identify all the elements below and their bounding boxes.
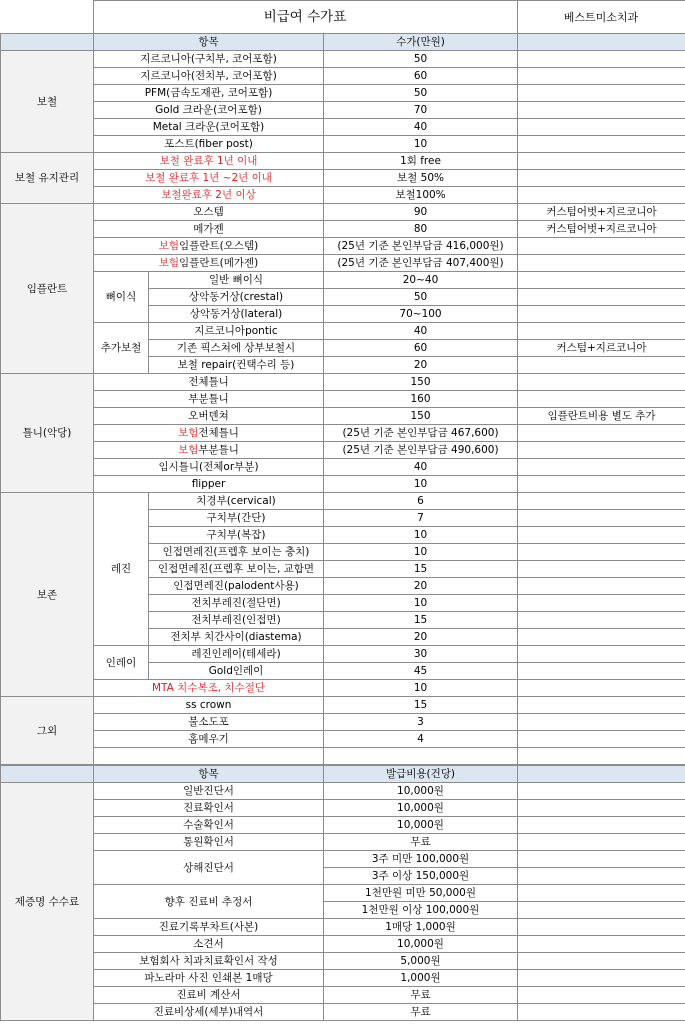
category-etc: 그외	[1, 697, 94, 765]
table-row	[1, 936, 685, 953]
row-note	[518, 902, 685, 919]
header-cat	[1, 766, 94, 783]
table-row	[1, 800, 685, 817]
row-item: 지르코니아(구치부, 코어포함)	[94, 51, 324, 68]
table-row	[1, 817, 685, 834]
row-price: (25년 기준 본인부담금 467,600)	[324, 425, 518, 442]
table-row	[1, 51, 685, 68]
row-note	[518, 783, 685, 800]
row-price: 70	[324, 102, 518, 119]
row-price: 10	[324, 476, 518, 493]
row-item-text: 전체틀니	[198, 427, 239, 439]
row-note: 커스텀어벗+지르코니아	[518, 204, 685, 221]
row-item: 기존 픽스쳐에 상부보철시	[149, 340, 324, 357]
row-price: 5,000원	[324, 953, 518, 970]
row-note	[518, 885, 685, 902]
row-item	[94, 442, 324, 459]
row-note	[518, 936, 685, 953]
row-price: 10,000원	[324, 936, 518, 953]
row-item: 일반진단서	[94, 783, 324, 800]
row-note	[518, 51, 685, 68]
row-note	[518, 102, 685, 119]
row-price: 무료	[324, 834, 518, 851]
row-note	[518, 425, 685, 442]
row-item: 전치부 치간사이(diastema)	[149, 629, 324, 646]
row-item: 포스트(fiber post)	[94, 136, 324, 153]
row-price: 1천만원 이상 100,000원	[324, 902, 518, 919]
table-row	[1, 646, 685, 663]
row-note	[518, 663, 685, 680]
row-note	[518, 919, 685, 936]
row-item: 인접면레진(프렙후 보이는, 교합면	[149, 561, 324, 578]
row-item: 지르코니아(전치부, 코어포함)	[94, 68, 324, 85]
row-price: 3주 미만 100,000원	[324, 851, 518, 868]
row-item: 상악동거상(lateral)	[149, 306, 324, 323]
table-row	[1, 272, 685, 289]
table-header	[1, 34, 685, 51]
row-price: 60	[324, 68, 518, 85]
row-note	[518, 748, 685, 765]
table-row	[1, 68, 685, 85]
row-price: 20~40	[324, 272, 518, 289]
row-note	[518, 817, 685, 834]
row-price: 150	[324, 374, 518, 391]
category-certificates: 제증명 수수료	[1, 783, 94, 1021]
insurance-label: 보험	[158, 257, 180, 269]
table-row	[1, 476, 685, 493]
row-item: 진료비상세(세부)내역서	[94, 1004, 324, 1021]
row-price: 10,000원	[324, 783, 518, 800]
row-item: 일반 뼈이식	[149, 272, 324, 289]
row-price: 15	[324, 612, 518, 629]
row-item: 전치부레진(인접면)	[149, 612, 324, 629]
row-note	[518, 459, 685, 476]
subcategory-additional: 추가보철	[94, 323, 149, 374]
row-item	[94, 748, 324, 765]
row-note	[518, 714, 685, 731]
insurance-label: 보험	[158, 240, 180, 252]
row-note	[518, 391, 685, 408]
category-bochul: 보철	[1, 51, 94, 153]
table-row	[1, 170, 685, 187]
row-price: 10	[324, 527, 518, 544]
price-table	[0, 33, 685, 765]
row-price: 20	[324, 578, 518, 595]
row-item	[94, 255, 324, 272]
subcategory-resin: 레진	[94, 493, 149, 646]
table-row	[1, 748, 685, 765]
table-row	[1, 970, 685, 987]
row-price: (25년 기준 본인부담금 416,000원)	[324, 238, 518, 255]
row-note: 커스텀어벗+지르코니아	[518, 221, 685, 238]
row-note	[518, 119, 685, 136]
table-row	[1, 714, 685, 731]
row-note	[518, 306, 685, 323]
table-row	[1, 408, 685, 425]
row-item-text: 임플란트(메가젠)	[179, 257, 259, 269]
row-note	[518, 834, 685, 851]
row-price: (25년 기준 본인부담금 490,600)	[324, 442, 518, 459]
row-price: 50	[324, 289, 518, 306]
row-price: 3	[324, 714, 518, 731]
row-item: 홈메우기	[94, 731, 324, 748]
row-item: 상악동거상(crestal)	[149, 289, 324, 306]
page-title: 비급여 수가표	[93, 1, 517, 35]
row-item: Gold인레이	[149, 663, 324, 680]
insurance-label: 보험	[178, 427, 199, 439]
row-note	[518, 953, 685, 970]
row-item: flipper	[94, 476, 324, 493]
row-price: 40	[324, 323, 518, 340]
title-bar	[0, 0, 685, 35]
row-item: 구치부(간단)	[149, 510, 324, 527]
row-note	[518, 646, 685, 663]
category-denture: 틀니(악당)	[1, 374, 94, 493]
table-row	[1, 1004, 685, 1021]
row-item: 파노라마 사진 인쇄본 1매당	[94, 970, 324, 987]
row-item: 오스템	[94, 204, 324, 221]
table-row	[1, 953, 685, 970]
row-note	[518, 987, 685, 1004]
table-row	[1, 425, 685, 442]
row-price: 3주 이상 150,000원	[324, 868, 518, 885]
row-price: 10	[324, 680, 518, 697]
table-row	[1, 238, 685, 255]
table-row	[1, 442, 685, 459]
table-row	[1, 102, 685, 119]
row-price: 보철100%	[324, 187, 518, 204]
row-note	[518, 170, 685, 187]
row-note	[518, 255, 685, 272]
row-item: Gold 크라운(코어포함)	[94, 102, 324, 119]
row-price	[324, 748, 518, 765]
table-row	[1, 85, 685, 102]
row-price: 10	[324, 544, 518, 561]
row-note	[518, 1004, 685, 1021]
row-price: 1매당 1,000원	[324, 919, 518, 936]
category-implant: 임플란트	[1, 204, 94, 374]
table-row	[1, 885, 685, 902]
row-note	[518, 851, 685, 868]
row-price: 40	[324, 119, 518, 136]
row-item: 인접면레진(palodent사용)	[149, 578, 324, 595]
header-note	[518, 34, 685, 51]
row-item: MTA 치수복조, 치수절단	[94, 680, 324, 697]
row-price: 60	[324, 340, 518, 357]
subcategory-bone: 뼈이식	[94, 272, 149, 323]
row-price: 4	[324, 731, 518, 748]
row-item: 보철완료후 2년 이상	[94, 187, 324, 204]
row-note	[518, 612, 685, 629]
table-row	[1, 834, 685, 851]
row-note	[518, 374, 685, 391]
table-row	[1, 323, 685, 340]
table-row	[1, 697, 685, 714]
row-note	[518, 800, 685, 817]
row-price: 보철 50%	[324, 170, 518, 187]
row-item: 레진인레이(테세라)	[149, 646, 324, 663]
row-note	[518, 510, 685, 527]
row-note	[518, 544, 685, 561]
row-note	[518, 85, 685, 102]
row-note	[518, 595, 685, 612]
row-note	[518, 868, 685, 885]
table-row	[1, 459, 685, 476]
header-price: 발급비용(건당)	[324, 766, 518, 783]
header-item: 항목	[94, 766, 324, 783]
row-price: 45	[324, 663, 518, 680]
row-item: 소견서	[94, 936, 324, 953]
row-price: 10	[324, 595, 518, 612]
row-item: 메가젠	[94, 221, 324, 238]
row-price: 10	[324, 136, 518, 153]
row-item: 진료기록부차트(사본)	[94, 919, 324, 936]
row-note	[518, 136, 685, 153]
header-item: 항목	[94, 34, 324, 51]
subcategory-inlay: 인레이	[94, 646, 149, 680]
row-note	[518, 238, 685, 255]
row-note	[518, 323, 685, 340]
row-price: 7	[324, 510, 518, 527]
row-price: 10,000원	[324, 817, 518, 834]
row-item	[94, 238, 324, 255]
row-price: 1회 free	[324, 153, 518, 170]
row-price: 80	[324, 221, 518, 238]
row-price: 6	[324, 493, 518, 510]
row-item: 오버덴쳐	[94, 408, 324, 425]
table-row	[1, 136, 685, 153]
row-note	[518, 153, 685, 170]
category-conservation: 보존	[1, 493, 94, 697]
row-price: 무료	[324, 987, 518, 1004]
row-item: 인접면레진(프렙후 보이는 충치)	[149, 544, 324, 561]
row-item: 상해진단서	[94, 851, 324, 885]
row-price: 15	[324, 561, 518, 578]
row-note	[518, 272, 685, 289]
header-cat	[1, 34, 94, 51]
row-note	[518, 970, 685, 987]
row-note	[518, 476, 685, 493]
row-note	[518, 731, 685, 748]
row-item: 부분틀니	[94, 391, 324, 408]
row-note: 커스텀+지르코니아	[518, 340, 685, 357]
table-row	[1, 391, 685, 408]
table-row	[1, 187, 685, 204]
row-note	[518, 578, 685, 595]
row-item: 전체틀니	[94, 374, 324, 391]
row-item-text: 임플란트(오스템)	[179, 240, 259, 252]
row-note	[518, 697, 685, 714]
row-price: 20	[324, 629, 518, 646]
row-item: 통원확인서	[94, 834, 324, 851]
row-item: 진료비 계산서	[94, 987, 324, 1004]
row-price: 20	[324, 357, 518, 374]
row-price: 10,000원	[324, 800, 518, 817]
row-price: 160	[324, 391, 518, 408]
row-price: 1,000원	[324, 970, 518, 987]
row-price: 40	[324, 459, 518, 476]
row-note	[518, 289, 685, 306]
row-note: 임플란트비용 별도 추가	[518, 408, 685, 425]
row-note	[518, 629, 685, 646]
table-row	[1, 119, 685, 136]
row-price: 30	[324, 646, 518, 663]
table-row	[1, 987, 685, 1004]
row-note	[518, 561, 685, 578]
row-item: 진료확인서	[94, 800, 324, 817]
category-maintenance: 보철 유지관리	[1, 153, 94, 204]
table-row	[1, 919, 685, 936]
row-item: 임시틀니(전체or부분)	[94, 459, 324, 476]
table-row	[1, 731, 685, 748]
row-price: 50	[324, 51, 518, 68]
row-item: 불소도포	[94, 714, 324, 731]
table-row	[1, 255, 685, 272]
table-row	[1, 493, 685, 510]
row-item: 보철 repair(컨택수리 등)	[149, 357, 324, 374]
row-item-text: 부분틀니	[198, 444, 239, 456]
row-item: 전치부레진(절단면)	[149, 595, 324, 612]
row-item: 보철 완료후 1년 이내	[94, 153, 324, 170]
clinic-name: 베스트미소치과	[517, 1, 685, 35]
table-row	[1, 680, 685, 697]
row-price: 150	[324, 408, 518, 425]
row-item: PFM(금속도재관, 코어포함)	[94, 85, 324, 102]
insurance-label: 보험	[178, 444, 199, 456]
row-price: 70~100	[324, 306, 518, 323]
row-item	[94, 425, 324, 442]
row-item: 지르코니아pontic	[149, 323, 324, 340]
header-note	[518, 766, 685, 783]
table-row	[1, 374, 685, 391]
row-price: 15	[324, 697, 518, 714]
row-note	[518, 357, 685, 374]
row-item: 보험회사 치과치료확인서 작성	[94, 953, 324, 970]
row-item: 보철 완료후 1년 ~2년 이내	[94, 170, 324, 187]
row-item: 치경부(cervical)	[149, 493, 324, 510]
row-note	[518, 68, 685, 85]
row-price: 1천만원 미만 50,000원	[324, 885, 518, 902]
certificate-table	[0, 765, 685, 1021]
table-header	[1, 766, 685, 783]
title-blank	[0, 1, 93, 35]
table-row	[1, 851, 685, 868]
row-note	[518, 493, 685, 510]
table-row	[1, 221, 685, 238]
row-price: 90	[324, 204, 518, 221]
row-item: ss crown	[94, 697, 324, 714]
row-note	[518, 187, 685, 204]
row-price: 무료	[324, 1004, 518, 1021]
row-item: 향후 진료비 추정서	[94, 885, 324, 919]
row-item: 수술확인서	[94, 817, 324, 834]
row-price: 50	[324, 85, 518, 102]
row-note	[518, 442, 685, 459]
row-note	[518, 527, 685, 544]
table-row	[1, 783, 685, 800]
table-row	[1, 153, 685, 170]
row-price: (25년 기준 본인부담금 407,400원)	[324, 255, 518, 272]
row-note	[518, 680, 685, 697]
row-item: Metal 크라운(코어포함)	[94, 119, 324, 136]
header-price: 수가(만원)	[324, 34, 518, 51]
table-row	[1, 204, 685, 221]
row-item: 구치부(복잡)	[149, 527, 324, 544]
